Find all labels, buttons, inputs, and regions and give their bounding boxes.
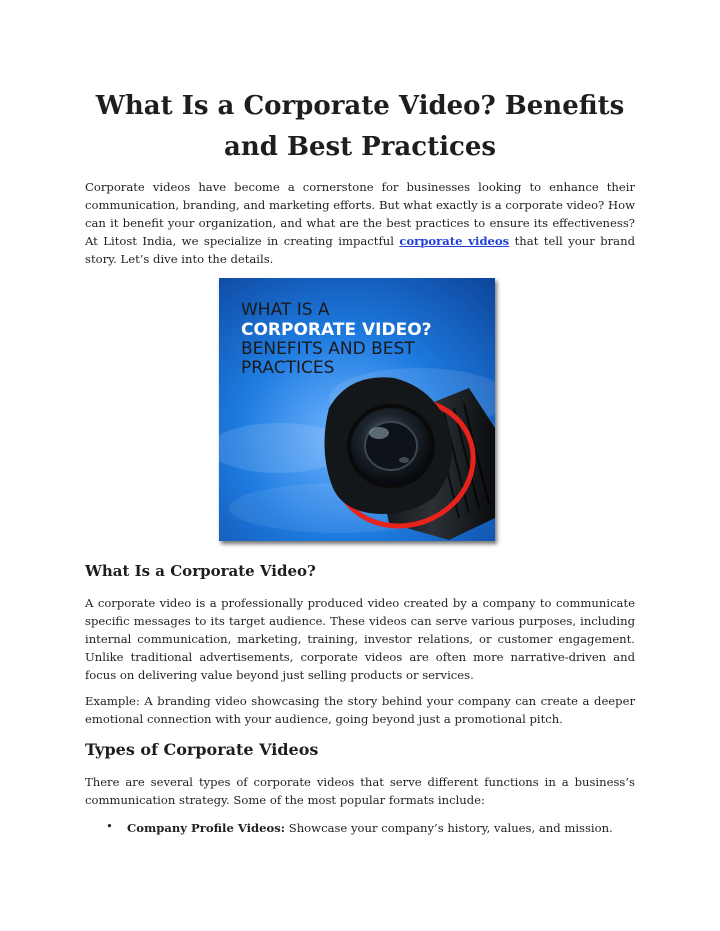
title-line-1: What Is a Corporate Video? Benefits [95,91,625,121]
section1-paragraph-2: Example: A branding video showcasing the story behind your company can create a deeper emotional connection with your audience, going beyond just a promotional pitch. [85,694,635,726]
intro-text-start: Corporate videos have become a cornerstone for businesses looking to enhance their communication, branding, and marketing efforts. But what exactly is a corporate video? How can it benefit your organization, and what are the best practices to ensure its effectiveness? At Litost India, we specialize in creating impactful [85,180,635,248]
bullet-dot: • [106,819,113,833]
list-item-text: Showcase your company’s history, values, and mission. [285,821,613,835]
camera-lens-illustration [219,278,495,541]
corporate-videos-link[interactable]: corporate videos [399,234,510,248]
list-item [127,819,637,837]
intro-text-end: that tell your brand story. Let’s dive into the details. [85,234,635,266]
figure-title-line-3: BENEFITS AND BEST [241,339,415,359]
figure-title-line-2: CORPORATE VIDEO? [241,320,432,340]
article-hero-image [219,278,495,541]
section-heading-what-is: What Is a Corporate Video? [85,562,316,580]
section2-paragraph-1: There are several types of corporate videos that serve different functions in a business’s communication strategy. Some of the most popular formats include: [85,775,635,807]
intro-paragraph [85,178,635,268]
page-title [60,86,660,168]
section-heading-types: Types of Corporate Videos [85,740,319,759]
figure-title-line-4: PRACTICES [241,358,335,378]
figure-title-line-1: WHAT IS A [241,300,330,320]
list-item-label: Company Profile Videos: [127,821,286,835]
section1-paragraph-1: A corporate video is a professionally produced video created by a company to communicate specific messages to its target audience. These videos can serve various purposes, including internal communication, marketing, training, investor relations, or customer engagement. Unlike traditional advertisements, corporate videos are often more narrative-driven and focus on delivering value beyond just selling products or services. [85,596,635,682]
title-line-2: and Best Practices [223,132,497,162]
